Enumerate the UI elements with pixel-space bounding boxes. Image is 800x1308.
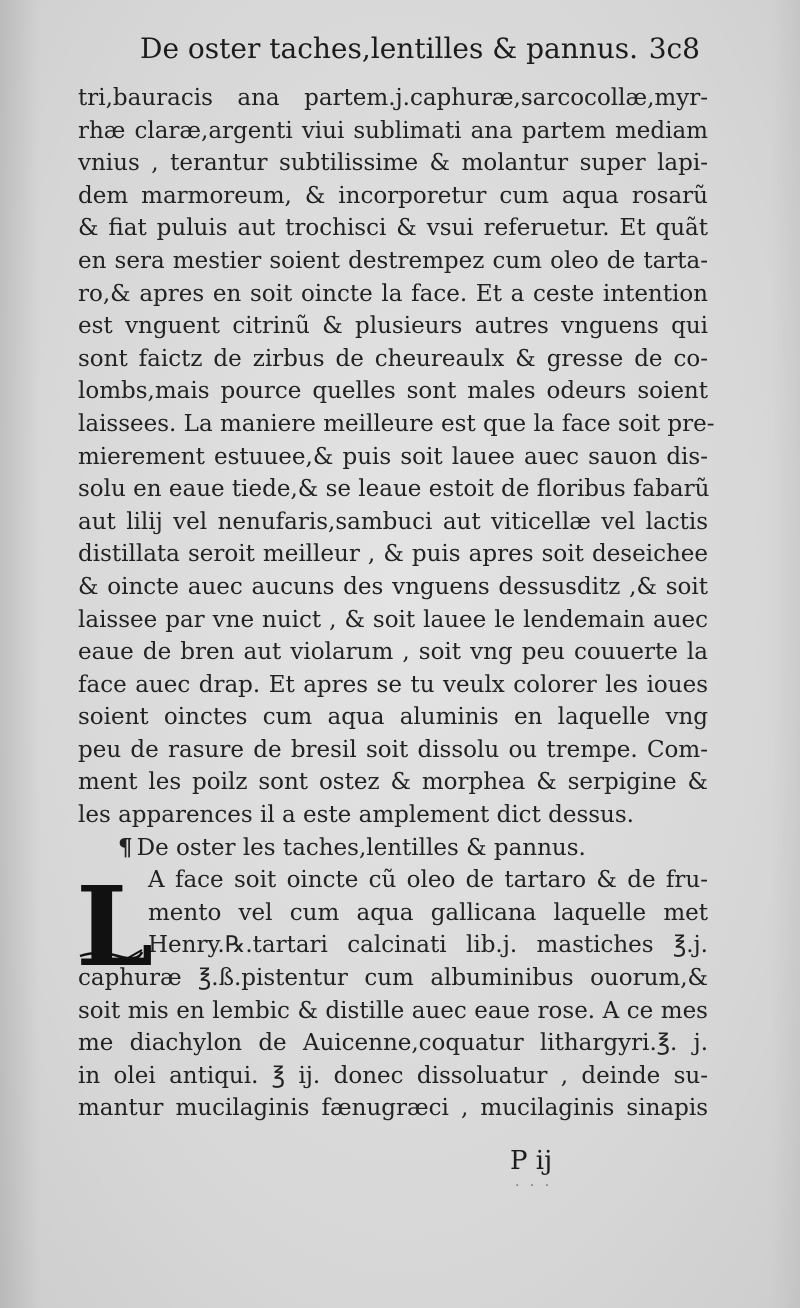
page-speckle: · · · [515,1178,553,1194]
body-line: ro,& apres en soit oincte la face. Et a ceste intention [78,280,708,307]
body-line: aut lilij vel nenufaris,sambuci aut viticellæ vel lactis [78,508,708,535]
body-line: mierement estuuee,& puis soit lauee auec sauon dis- [78,443,708,470]
pilcrow-mark: ¶ [118,833,133,861]
body-line: vnius , terantur subtilissime & molantur super lapi- [78,150,708,177]
body-line: en sera mestier soient destrempez cum oleo de tarta- [78,247,708,274]
body-line: lombs,mais pource quelles sont males odeurs soient [78,378,708,405]
body-line: soient oinctes cum aqua aluminis en laquelle vng [78,704,708,731]
section-heading [78,832,708,865]
body-line: solu en eaue tiede,& se leaue estoit de floribus fabarũ [78,476,710,503]
body-line: & oincte auec aucuns des vnguens dessusditz ,& soit [78,573,708,600]
body-line: in olei antiqui. ℥ ij. donec dissoluatur , deinde su- [78,1062,708,1089]
body-line: me diachylon de Auicenne,coquatur lithargyri.℥. j. [78,1030,708,1057]
body-line: mantur mucilaginis fænugræci , mucilaginis sinapis [78,1095,708,1122]
body-line: soit mis en lembic & distille auec eaue rose. A ce mes [78,997,708,1024]
body-line: eaue de bren aut violarum , soit vng peu couuerte la [78,639,708,666]
body-line: A face soit oincte cũ oleo de tartaro & de fru- [148,867,708,894]
body-line: dem marmoreum, & incorporetur cum aqua rosarũ [78,182,708,209]
drop-cap: L [76,862,154,991]
body-line: mento vel cum aqua gallicana laquelle met [148,899,708,926]
running-head [140,30,700,76]
body-line: sont faictz de zirbus de cheureaulx & gresse de co- [78,345,708,372]
section-heading-text: De oster les taches,lentilles & pannus. [136,834,586,861]
text-block [78,82,715,1125]
body-line: & fiat puluis aut trochisci & vsui referuetur. Et quãt [78,215,708,242]
body-line: les apparences il a este amplement dict dessus. [78,802,634,829]
body-line: Henry.℞.tartari calcinati lib.j. mastiches ℥.j. [148,932,708,959]
running-title: De oster taches,lentilles & pannus. [140,32,639,65]
body-line: rhæ claræ,argenti viui sublimati ana partem mediam [78,117,708,144]
drop-cap-flourish-icon [78,948,144,962]
body-line: caphuræ ℥.ß.pistentur cum albuminibus ouorum,& [78,965,708,992]
body-line: face auec drap. Et apres se tu veulx colorer les ioues [78,671,708,698]
signature-mark: P ij [510,1146,553,1176]
body-line: ment les poilz sont ostez & morphea & serpigine & [78,769,708,796]
body-line: tri,bauracis ana partem.j.caphuræ,sarcocollæ,myr- [78,85,708,111]
folio-number: 3c8 [648,32,700,65]
body-line: laissees. La maniere meilleure est que la face soit pre- [78,410,715,437]
body-line: est vnguent citrinũ & plusieurs autres vnguens qui [78,313,708,340]
body-line: laissee par vne nuict , & soit lauee le lendemain auec [78,606,708,633]
body-line: peu de rasure de bresil soit dissolu ou trempe. Com- [78,736,708,763]
body-line: distillata seroit meilleur , & puis apres soit deseichee [78,541,708,568]
